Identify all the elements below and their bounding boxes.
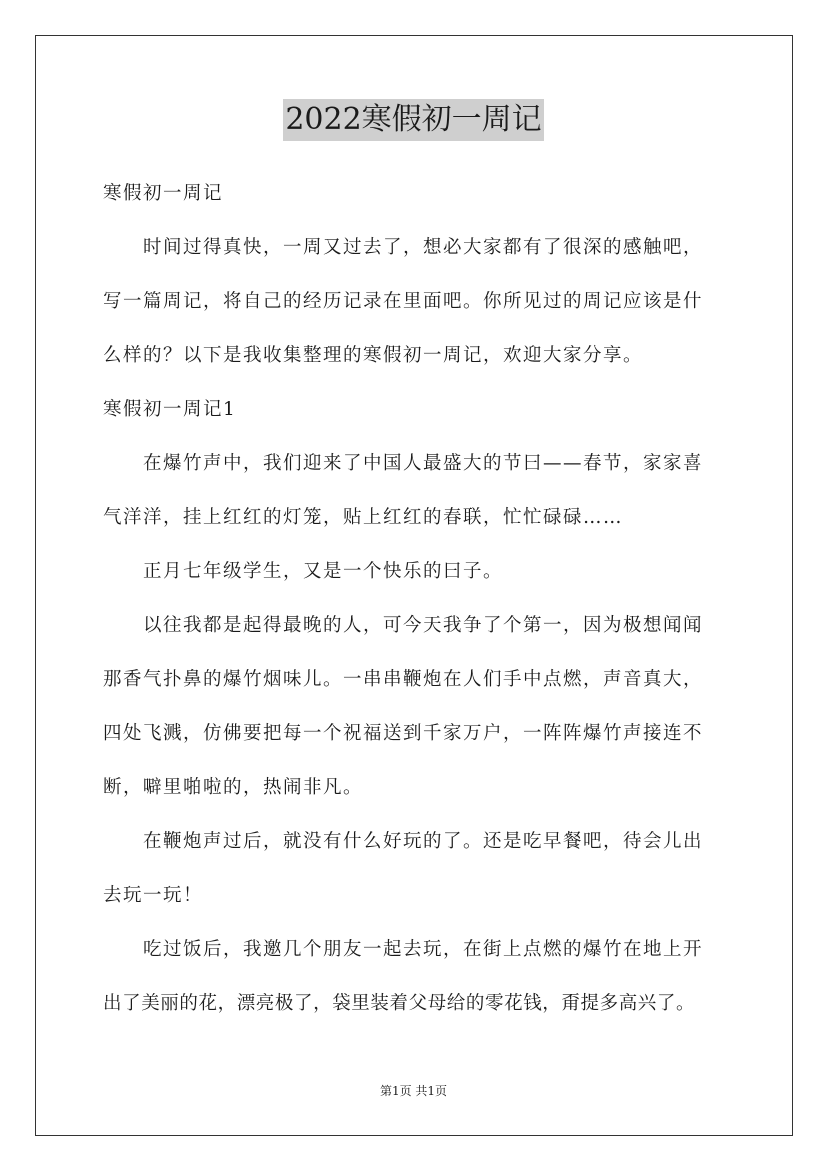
text-line: 么样的？以下是我收集整理的寒假初一周记，欢迎大家分享。 — [103, 345, 644, 366]
section-heading: 寒假初一周记1 — [103, 399, 237, 420]
text-line: 吃过饭后，我邀几个朋友一起去玩，在街上点燃的爆竹在地上开 — [143, 939, 704, 960]
text-line: 时间过得真快，一周又过去了，想必大家都有了很深的感触吧， — [143, 237, 704, 258]
text-line: 在爆竹声中，我们迎来了中国人最盛大的节曰——春节，家家喜 — [143, 453, 704, 474]
text-line: 四处飞溅，仿佛要把每一个祝福送到千家万户，一阵阵爆竹声接连不 — [103, 723, 704, 744]
page-number: 第1页 共1页 — [379, 1084, 448, 1098]
text-line: 出了美丽的花，漂亮极了，袋里装着父母给的零花钱，甭提多高兴了。 — [103, 993, 696, 1014]
text-line: 去玩一玩！ — [103, 885, 204, 906]
text-line: 断，噼里啪啦的，热闹非凡。 — [103, 777, 364, 798]
text-line: 气洋洋，挂上红红的灯笼，贴上红红的春联，忙忙碌碌…… — [103, 507, 624, 528]
text-line: 写一篇周记，将自己的经历记录在里面吧。你所见过的周记应该是什 — [103, 291, 704, 312]
title-container — [0, 99, 827, 141]
text-line: 在鞭炮声过后，就没有什么好玩的了。还是吃早餐吧，待会儿出 — [143, 831, 704, 852]
text-line: 正月七年级学生，又是一个快乐的曰子。 — [143, 561, 504, 582]
document-title: 2022寒假初一周记 — [283, 99, 543, 141]
text-line: 那香气扑鼻的爆竹烟味儿。一串串鞭炮在人们手中点燃，声音真大， — [103, 669, 704, 690]
section-heading: 寒假初一周记 — [103, 183, 224, 204]
text-line: 以往我都是起得最晚的人，可今天我争了个第一，因为极想闻闻 — [143, 615, 704, 636]
